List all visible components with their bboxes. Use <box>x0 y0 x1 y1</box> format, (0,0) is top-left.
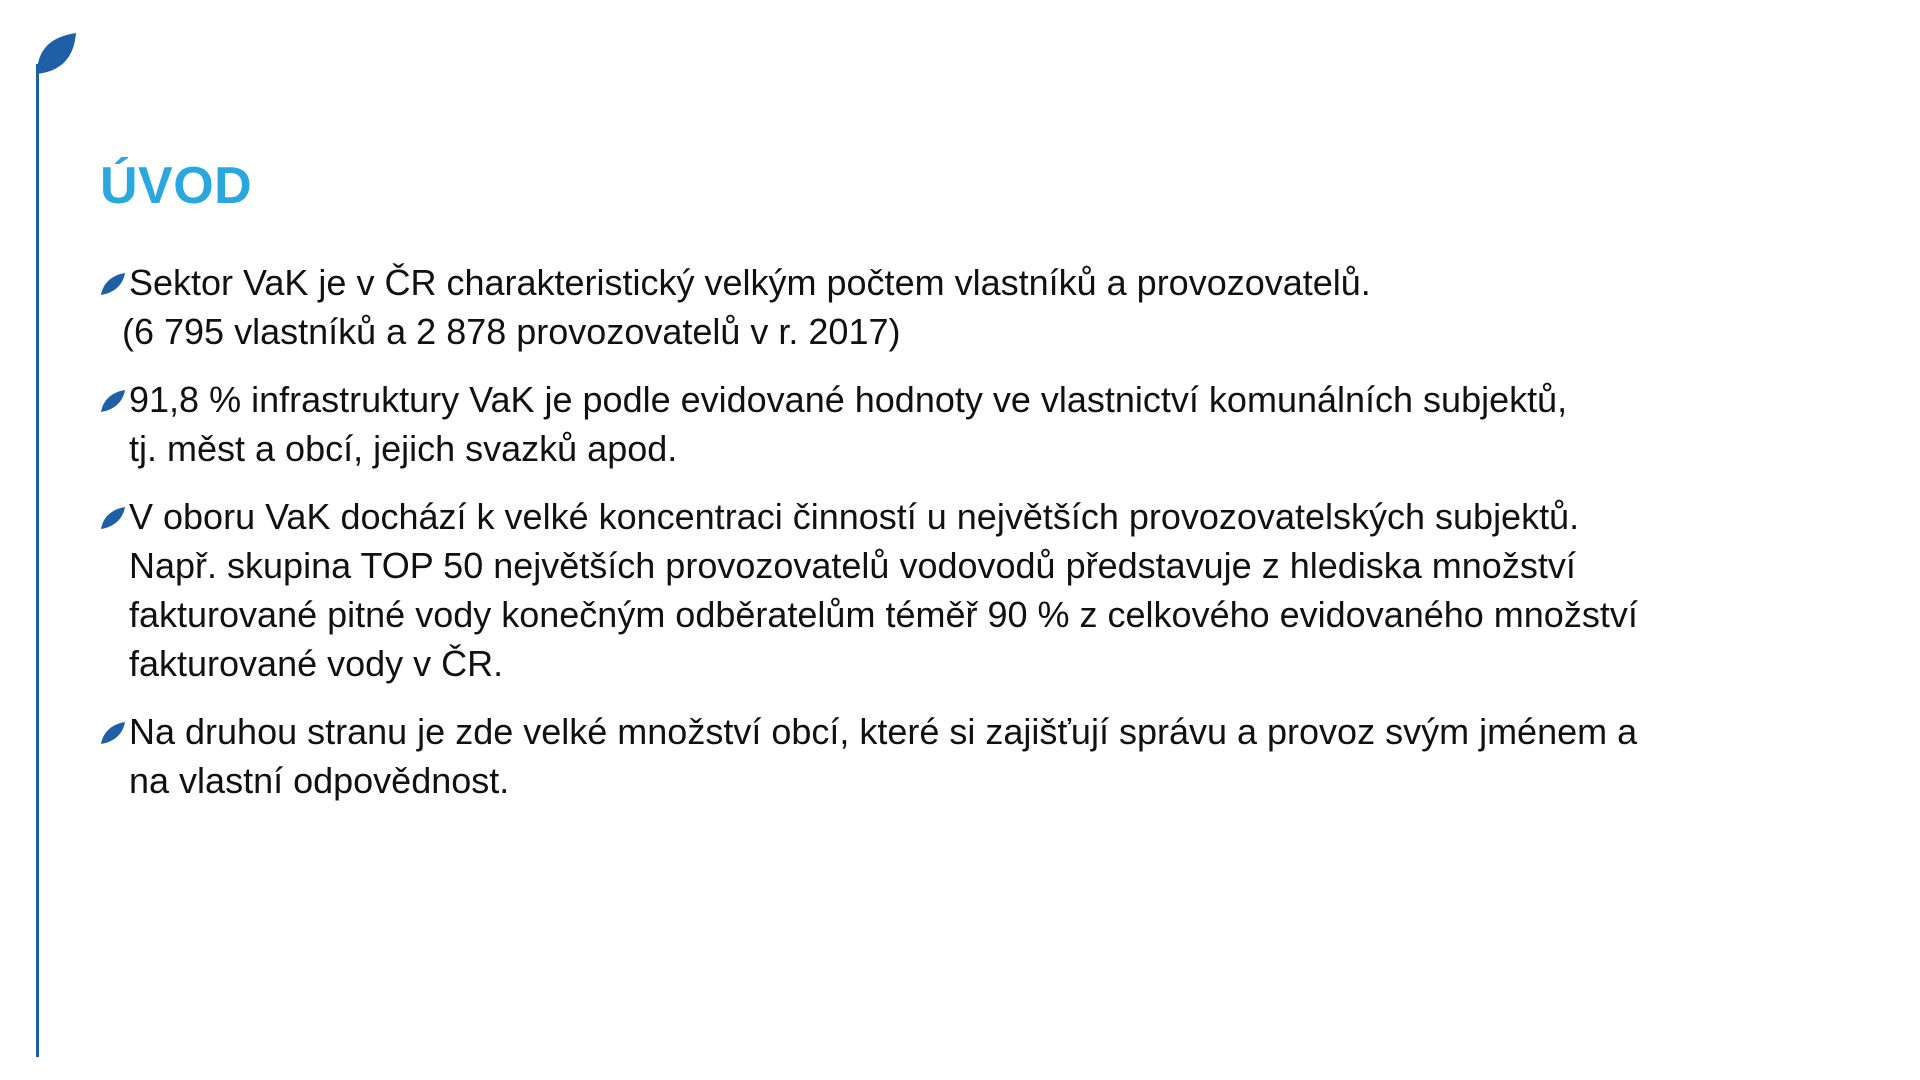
bullet-item <box>100 258 1880 356</box>
leaf-icon <box>100 506 126 530</box>
leaf-icon <box>100 389 126 413</box>
bullet-item <box>100 707 1880 805</box>
bullet-text-line: na vlastní odpovědnost. <box>129 760 510 801</box>
bullet-text-line: (6 795 vlastníků a 2 878 provozovatelů v r. 2017) <box>122 311 901 352</box>
bullet-text-line: Sektor VaK je v ČR charakteristický velkým počtem vlastníků a provozovatelů. <box>129 262 1371 303</box>
side-accent-line <box>36 64 39 1057</box>
bullet-text-line: 91,8 % infrastruktury VaK je podle evidované hodnoty ve vlastnictví komunálních subjektů, <box>129 379 1568 420</box>
bullet-item <box>100 375 1880 473</box>
bullet-text-line: fakturované pitné vody konečným odběratelům téměř 90 % z celkového evidovaného množství <box>129 594 1638 635</box>
leaf-icon <box>100 721 126 745</box>
leaf-icon <box>36 33 76 75</box>
bullet-text-line: fakturované vody v ČR. <box>129 643 504 684</box>
bullet-text-line: Na druhou stranu je zde velké množství obcí, které si zajišťují správu a provoz svým jménem a <box>129 711 1638 752</box>
leaf-icon <box>100 272 126 296</box>
bullet-text-line: V oboru VaK dochází k velké koncentraci činností u největších provozovatelských subjektů. <box>129 496 1580 537</box>
slide-title: ÚVOD <box>100 157 253 215</box>
bullet-text-line: tj. měst a obcí, jejich svazků apod. <box>129 428 678 469</box>
bullet-item <box>100 492 1880 688</box>
bullet-list <box>100 258 1880 824</box>
bullet-text-line: Např. skupina TOP 50 největších provozovatelů vodovodů představuje z hlediska množství <box>129 545 1576 586</box>
